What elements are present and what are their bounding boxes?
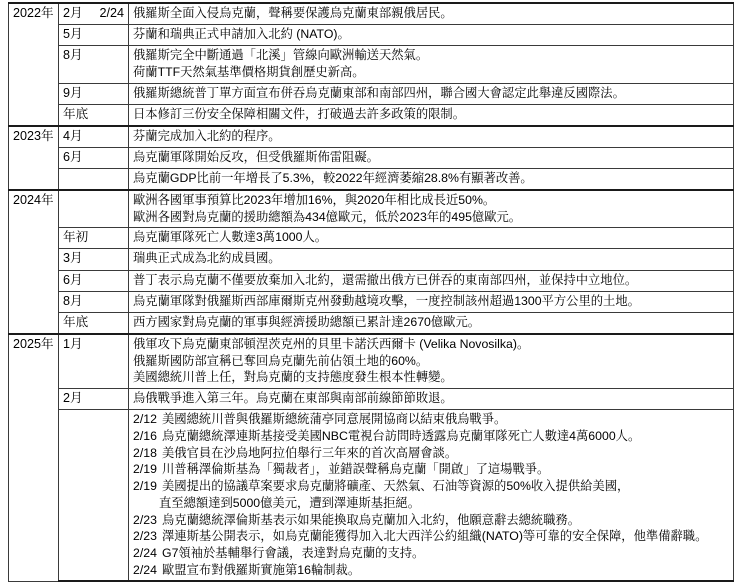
month-label: 3月 (63, 251, 83, 266)
event-text: 烏克蘭GDP比前一年增長了5.3%，較2022年經濟萎縮28.8%有顯著改善。 (133, 171, 533, 186)
event-text: 美國總統川普上任，對烏克蘭的支持態度發生根本性轉變。 (133, 370, 453, 385)
event-line (133, 478, 729, 495)
month-label: 5月 (63, 27, 83, 42)
event-cell (129, 169, 734, 190)
event-cell (129, 334, 734, 389)
event-text: 美國總統川普與俄羅斯總統蒲亭同意展開協商以結束俄烏戰爭。 (162, 412, 507, 427)
month-label: 2月 (63, 391, 83, 406)
month-label: 年初 (63, 230, 89, 245)
table-row (9, 126, 734, 148)
event-cell (129, 46, 734, 83)
event-line (133, 495, 729, 512)
event-line (133, 64, 729, 81)
month-cell (59, 228, 129, 249)
event-line (133, 47, 729, 64)
event-text: 烏克蘭軍隊死亡人數達3萬1000人。 (133, 230, 328, 245)
event-line (133, 293, 729, 310)
month-label: 6月 (63, 150, 83, 165)
event-line (133, 369, 729, 386)
table-row (9, 270, 734, 291)
table-row (9, 83, 734, 104)
event-line (133, 411, 729, 428)
event-line (133, 149, 729, 166)
event-text: 烏克蘭軍隊開始反攻，但受俄羅斯佈雷阻礙。 (133, 150, 379, 165)
month-cell (59, 46, 129, 83)
table-row (9, 334, 734, 389)
month-cell (59, 169, 129, 190)
event-text: 普丁表示烏克蘭不僅要放棄加入北約，還需撤出俄方已併吞的東南部四州，並保持中立地位。 (133, 272, 638, 287)
month-cell (59, 410, 129, 582)
event-text: 美國提出的協議草案要求烏克蘭將礦產、天然氣、石油等資源的50%收入提供給美國， (162, 479, 630, 494)
month-cell (59, 291, 129, 312)
event-line (133, 562, 729, 579)
event-cell (129, 410, 734, 582)
event-text: 烏克蘭總統澤連斯基接受美國NBC電視台訪問時透露烏克蘭軍隊死亡人數達4萬6000人。 (162, 428, 641, 443)
month-cell (59, 25, 129, 46)
event-text: 美俄官員在沙烏地阿拉伯舉行三年來的首次高層會談。 (162, 445, 458, 460)
event-cell (129, 312, 734, 334)
table-row (9, 312, 734, 334)
month-label: 2月 (63, 6, 83, 20)
event-text: 日本修訂三份安全保障相關文件，打破過去許多政策的限制。 (133, 106, 466, 121)
event-line (133, 229, 729, 246)
event-line (133, 428, 729, 445)
month-label: 6月 (63, 272, 83, 287)
month-cell (59, 249, 129, 270)
month-label: 年底 (63, 106, 89, 121)
event-text: 俄羅斯總統普丁單方面宣布併吞烏克蘭東部和南部四州，聯合國大會認定此舉違反國際法。 (133, 85, 625, 100)
month-date-note: 2/24 (99, 6, 124, 20)
event-date: 2/16 (133, 428, 157, 443)
event-date: 2/19 (133, 479, 157, 494)
event-text: 芬蘭和瑞典正式申請加入北約 (NATO)。 (133, 27, 350, 42)
event-text: 俄軍攻下烏克蘭東部頓涅茨克州的貝里卡諾沃西爾卡 (Velika Novosilka)。 (133, 336, 530, 351)
month-cell (59, 190, 129, 228)
table-row (9, 249, 734, 270)
event-text: 烏克蘭軍隊對俄羅斯西部庫爾斯克州發動越境攻擊，一度控制該州超過1300平方公里的土地。 (133, 293, 640, 308)
event-line (133, 209, 729, 226)
month-cell (59, 83, 129, 104)
month-label: 4月 (63, 128, 83, 143)
event-cell (129, 249, 734, 270)
event-date: 2/12 (133, 412, 157, 427)
event-date: 2/23 (133, 512, 157, 527)
event-cell (129, 3, 734, 25)
month-label: 9月 (63, 85, 83, 100)
event-line (133, 128, 729, 145)
event-cell (129, 83, 734, 104)
year-cell: 2025年 (9, 334, 59, 581)
event-line (133, 85, 729, 102)
table-row (9, 104, 734, 126)
event-cell (129, 148, 734, 169)
event-line (133, 272, 729, 289)
table-row (9, 291, 734, 312)
month-label: 1月 (63, 336, 83, 351)
event-text: 芬蘭完成加入北約的程序。 (133, 128, 281, 143)
month-cell (59, 312, 129, 334)
event-cell (129, 270, 734, 291)
event-date: 2/18 (133, 445, 157, 460)
event-text: 西方國家對烏克蘭的軍事與經濟援助總額已累計達2670億歐元。 (133, 314, 481, 329)
event-text: 歐盟宣布對俄羅斯實施第16輪制裁。 (162, 562, 361, 577)
event-text: 俄羅斯國防部宣稱已奪回烏克蘭先前佔領土地的60%。 (133, 353, 429, 368)
table-row (9, 190, 734, 228)
event-cell (129, 126, 734, 148)
table-row (9, 148, 734, 169)
month-cell (59, 270, 129, 291)
event-line (133, 528, 729, 545)
event-line (133, 170, 729, 187)
event-line (133, 336, 729, 353)
event-line (133, 106, 729, 123)
event-line (133, 192, 729, 209)
month-cell (59, 334, 129, 389)
event-line (133, 461, 729, 478)
event-cell (129, 104, 734, 126)
event-date: 2/24 (133, 562, 157, 577)
event-cell (129, 25, 734, 46)
event-date: 2/24 (133, 546, 157, 560)
event-date: 2/23 (133, 529, 157, 544)
year-cell: 2023年 (9, 126, 59, 190)
event-cell (129, 291, 734, 312)
event-line (133, 250, 729, 267)
event-cell (129, 228, 734, 249)
event-text: 直至總額達到5000億美元，遭到澤連斯基拒絕。 (159, 495, 420, 510)
table-row (9, 169, 734, 190)
table-row (9, 3, 734, 25)
year-cell: 2024年 (9, 190, 59, 334)
event-line (133, 390, 729, 407)
event-line (133, 512, 729, 529)
event-text: 川普稱澤倫斯基為「獨裁者」，並錯誤聲稱烏克蘭「開啟」了這場戰爭。 (162, 462, 550, 477)
table-row (9, 25, 734, 46)
month-label: 8月 (63, 48, 83, 63)
event-text: 歐洲各國對烏克蘭的援助總額為434億歐元，低於2023年的495億歐元。 (133, 209, 522, 224)
event-text: 俄羅斯完全中斷通過「北溪」管線向歐洲輸送天然氣。 (133, 48, 429, 63)
timeline-table-container (8, 2, 733, 582)
event-text: 烏俄戰爭進入第三年。烏克蘭在東部與南部前線節節敗退。 (133, 391, 453, 406)
event-line (133, 353, 729, 370)
month-cell (59, 104, 129, 126)
event-line (133, 545, 729, 562)
table-row (9, 389, 734, 410)
month-cell (59, 389, 129, 410)
event-text: G7領袖於基輔舉行會議，表達對烏克蘭的支持。 (162, 546, 425, 560)
month-cell (59, 148, 129, 169)
event-text: 烏克蘭總統澤倫斯基表示如果能換取烏克蘭加入北約，他願意辭去總統職務。 (162, 512, 581, 527)
event-line (133, 26, 729, 43)
event-cell (129, 389, 734, 410)
month-label: 8月 (63, 293, 83, 308)
event-text: 瑞典正式成為北約成員國。 (133, 251, 281, 266)
event-line (133, 445, 729, 462)
event-text: 歐洲各國軍事預算比2023年增加16%，與2020年相比成長近50%。 (133, 192, 496, 207)
event-text: 荷蘭TTF天然氣基準價格期貨創歷史新高。 (133, 64, 365, 79)
event-line (133, 314, 729, 331)
table-row (9, 410, 734, 582)
table-row (9, 46, 734, 83)
month-label: 年底 (63, 314, 89, 329)
year-cell: 2022年 (9, 3, 59, 126)
month-cell (59, 126, 129, 148)
event-date: 2/19 (133, 462, 157, 477)
month-cell (59, 3, 129, 25)
event-text: 澤連斯基公開表示，如烏克蘭能獲得加入北大西洋公約組織(NATO)等可靠的安全保障，他準備辭職。 (162, 529, 708, 544)
event-text: 俄羅斯全面入侵烏克蘭，聲稱要保護烏克蘭東部親俄居民。 (133, 6, 453, 20)
event-cell (129, 190, 734, 228)
table-row (9, 228, 734, 249)
event-line (133, 5, 729, 22)
war-timeline-table (8, 2, 734, 582)
